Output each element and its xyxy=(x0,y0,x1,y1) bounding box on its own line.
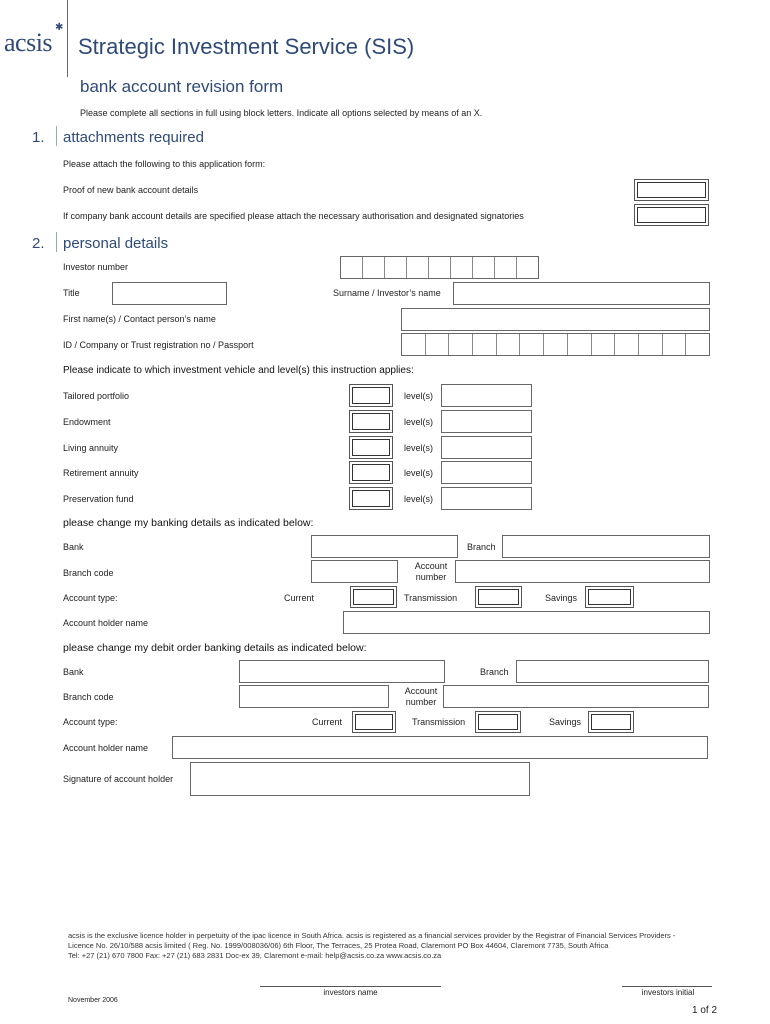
attachment-proof-checkbox[interactable] xyxy=(634,179,709,201)
debit-account-number-label xyxy=(393,686,449,708)
section1-intro: Please attach the following to this application form: xyxy=(63,159,266,169)
current-label: Current xyxy=(284,593,315,603)
branch-input[interactable] xyxy=(502,535,710,558)
attachment-authorisation-label: If company bank account details are specified please attach the necessary authorisation and designated signatories xyxy=(63,211,524,221)
logo-text: acsis xyxy=(4,28,53,57)
debit-account-holder-label: Account holder name xyxy=(63,743,149,753)
levels-input[interactable] xyxy=(441,461,532,484)
section1-number: 1. xyxy=(32,129,45,146)
vehicle-label: Preservation fund xyxy=(63,494,134,504)
debit-transmission-checkbox[interactable] xyxy=(475,711,521,733)
surname-label: Surname / Investor’s name xyxy=(333,288,441,298)
section1-divider xyxy=(56,126,57,146)
bank-input[interactable] xyxy=(311,535,458,558)
investors-initial-line xyxy=(622,986,712,987)
first-names-input[interactable] xyxy=(401,308,710,331)
vehicle-label: Living annuity xyxy=(63,443,119,453)
debit-heading: please change my debit order banking details as indicated below: xyxy=(63,642,367,654)
section2-number: 2. xyxy=(32,235,45,252)
first-names-label: First name(s) / Contact person’s name xyxy=(63,314,216,324)
section2-divider xyxy=(56,232,57,252)
current-checkbox[interactable] xyxy=(350,586,397,608)
section2-heading: personal details xyxy=(63,235,169,252)
title-label: Title xyxy=(63,288,80,298)
investors-name-label: investors name xyxy=(323,988,378,997)
debit-savings-label: Savings xyxy=(549,717,582,727)
attachment-proof-label: Proof of new bank account details xyxy=(63,185,199,195)
levels-label: level(s) xyxy=(404,391,434,401)
title-input[interactable] xyxy=(112,282,227,305)
debit-account-holder-input[interactable] xyxy=(172,736,708,759)
levels-label: level(s) xyxy=(404,443,434,453)
levels-input[interactable] xyxy=(441,384,532,407)
vehicle-prompt: Please indicate to which investment vehicle and level(s) this instruction applies: xyxy=(63,365,414,376)
investors-initial-label: investors initial xyxy=(641,988,695,997)
surname-input[interactable] xyxy=(453,282,710,305)
levels-label: level(s) xyxy=(404,494,434,504)
debit-current-label: Current xyxy=(312,717,343,727)
account-number-label xyxy=(403,561,459,583)
savings-checkbox[interactable] xyxy=(585,586,634,608)
investors-name-line xyxy=(260,986,441,987)
investor-number-field[interactable] xyxy=(340,256,539,279)
debit-account-number-label-line1: Account xyxy=(404,686,438,696)
levels-label: level(s) xyxy=(404,417,434,427)
debit-bank-input[interactable] xyxy=(239,660,445,683)
debit-savings-checkbox[interactable] xyxy=(588,711,634,733)
vehicle-checkbox[interactable] xyxy=(349,410,393,433)
page-title: Strategic Investment Service (SIS) xyxy=(78,34,415,59)
vehicle-checkbox[interactable] xyxy=(349,487,393,510)
banking-heading: please change my banking details as indicated below: xyxy=(63,517,314,529)
levels-input[interactable] xyxy=(441,436,532,459)
investor-number-label: Investor number xyxy=(63,262,129,272)
savings-label: Savings xyxy=(545,593,578,603)
footer-line2: Licence No. 26/10/588 acsis limited ( Reg. No. 1999/008036/06) 6th Floor, The Terraces, 25 Protea Road, Claremont PO Box 44604, Claremont 7735, South Africa xyxy=(68,941,609,950)
footer-line3: Tel: +27 (21) 670 7800 Fax: +27 (21) 683 2831 Doc-ex 39, Claremont e-mail: help@acsis.co.za www.acsis.co.za xyxy=(68,951,442,960)
debit-branch-input[interactable] xyxy=(516,660,709,683)
debit-branch-code-input[interactable] xyxy=(239,685,389,708)
attachment-authorisation-checkbox[interactable] xyxy=(634,204,709,226)
account-holder-label: Account holder name xyxy=(63,618,149,628)
star-icon: ✱ xyxy=(55,22,63,33)
vehicle-checkbox[interactable] xyxy=(349,436,393,459)
logo xyxy=(4,22,63,58)
id-number-label: ID / Company or Trust registration no / Passport xyxy=(63,340,254,350)
page-number: 1 of 2 xyxy=(692,1005,718,1016)
vehicle-checkbox[interactable] xyxy=(349,461,393,484)
debit-branch-label: Branch xyxy=(480,667,509,677)
account-number-input[interactable] xyxy=(455,560,710,583)
signature-input[interactable] xyxy=(190,762,530,796)
debit-branch-code-label: Branch code xyxy=(63,692,114,702)
levels-input[interactable] xyxy=(441,487,532,510)
branch-code-label: Branch code xyxy=(63,568,114,578)
account-number-label-line1: Account xyxy=(414,561,448,571)
debit-bank-label: Bank xyxy=(63,667,84,677)
transmission-label: Transmission xyxy=(404,593,458,603)
branch-code-input[interactable] xyxy=(311,560,398,583)
debit-account-number-label-line2: number xyxy=(405,697,437,707)
debit-account-type-label: Account type: xyxy=(63,717,118,727)
header-divider xyxy=(67,0,68,77)
account-number-label-line2: number xyxy=(415,572,447,582)
debit-account-number-input[interactable] xyxy=(443,685,709,708)
section1-heading: attachments required xyxy=(63,129,204,146)
instructions: Please complete all sections in full using block letters. Indicate all options selected by means of an X. xyxy=(80,108,483,118)
vehicle-label: Endowment xyxy=(63,417,111,427)
form-date: November 2006 xyxy=(68,997,118,1004)
account-holder-input[interactable] xyxy=(343,611,710,634)
transmission-checkbox[interactable] xyxy=(475,586,522,608)
levels-label: level(s) xyxy=(404,468,434,478)
signature-label: Signature of account holder xyxy=(63,774,174,784)
debit-current-checkbox[interactable] xyxy=(352,711,396,733)
branch-label: Branch xyxy=(467,542,496,552)
levels-input[interactable] xyxy=(441,410,532,433)
form-title: bank account revision form xyxy=(80,77,284,96)
vehicle-label: Tailored portfolio xyxy=(63,391,130,401)
bank-label: Bank xyxy=(63,542,84,552)
footer-line1: acsis is the exclusive licence holder in perpetuity of the ipac licence in South Africa. acsis is registered as a financial services provider by the Registrar of Financial Services Providers - xyxy=(68,931,676,940)
debit-transmission-label: Transmission xyxy=(412,717,466,727)
vehicle-checkbox[interactable] xyxy=(349,384,393,407)
id-number-field[interactable] xyxy=(401,333,710,356)
vehicle-label: Retirement annuity xyxy=(63,468,139,478)
account-type-label: Account type: xyxy=(63,593,118,603)
